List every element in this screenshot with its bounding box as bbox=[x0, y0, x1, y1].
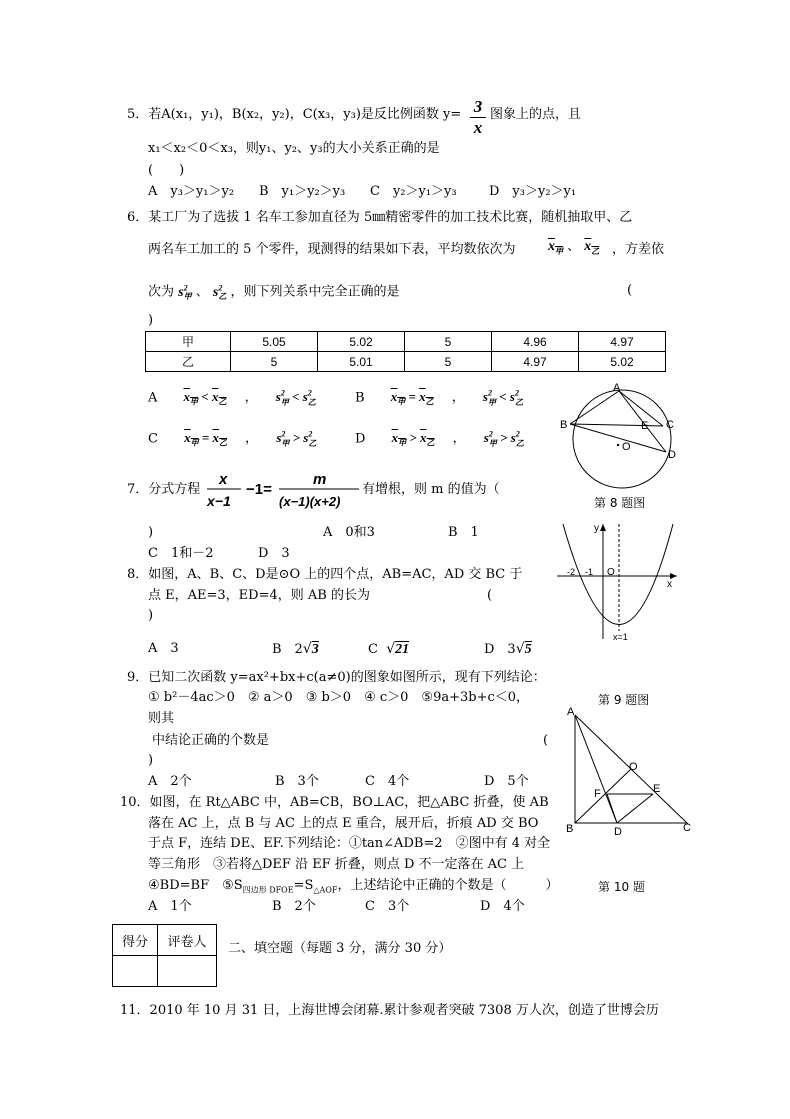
q10-line4: 等三角形 ③若将△DEF 沿 EF 折叠，则点 D 不一定落在 AC 上 bbox=[148, 857, 525, 872]
q8-rad-b: 3 bbox=[311, 642, 319, 657]
q9-line1: 9．已知二次函数 y=ax²+bx+c(a≠0)的图象如图所示，现有下列结论： bbox=[127, 670, 546, 685]
q5-fraction bbox=[470, 97, 486, 139]
q6-opt-d-label: D bbox=[355, 431, 366, 447]
q6-opt-b-label: B bbox=[355, 390, 365, 406]
q7-option-b: B 1 bbox=[448, 525, 479, 540]
q9-option-b: B 3个 bbox=[275, 774, 319, 789]
q7-label: 7．分式方程 bbox=[127, 482, 201, 497]
score-header: 得分 bbox=[113, 925, 158, 956]
fig10-label-e: E bbox=[653, 783, 661, 795]
fig9-label-y: y bbox=[594, 523, 599, 534]
fig9-label-m2: -2 bbox=[567, 567, 576, 577]
fig8-label-c: C bbox=[666, 419, 674, 431]
q10-option-a: A 1个 bbox=[148, 899, 192, 914]
svg-text:x: x bbox=[219, 471, 228, 488]
q6-option-a: A $x_甲 < x_乙$ ， $s^2_甲 < s^2_乙$ bbox=[148, 389, 316, 407]
table-cell: 5.02 bbox=[579, 352, 666, 372]
q6-comma: ， bbox=[245, 431, 259, 447]
q6-opt-a-label: A bbox=[148, 390, 158, 406]
q10-line5c: ，上述结论中正确的个数是（ ） bbox=[337, 878, 559, 893]
fig9-label-x: x bbox=[667, 579, 672, 590]
fig10-label-d: D bbox=[614, 826, 622, 838]
fig10-label-o: O bbox=[629, 761, 638, 773]
svg-text:m: m bbox=[313, 471, 327, 488]
q10-option-d: D 4个 bbox=[480, 899, 525, 914]
q6-opt-c-label: C bbox=[148, 431, 158, 447]
q6-line3: 次为 $s^2_甲$ 、 $s^2_乙$ ，则下列关系中完全正确的是 bbox=[148, 283, 400, 302]
figure-10 bbox=[562, 703, 697, 838]
table-cell: 4.97 bbox=[492, 352, 579, 372]
q6-option-b: B $x_甲 = x_乙$ ， $s^2_甲 < s^2_乙$ bbox=[355, 389, 523, 407]
q8-paren-close: ) bbox=[148, 608, 154, 623]
q6-line2-end: ，方差依 bbox=[612, 242, 665, 257]
table-row bbox=[113, 956, 217, 987]
q5-text: 5．若A(x₁，y₁)，B(x₂，y₂)，C(x₃，y₃)是反比例函数 y= bbox=[127, 107, 462, 122]
q6-comma: ， bbox=[451, 390, 465, 406]
fig10-label-a: A bbox=[567, 706, 575, 718]
q8-option-a: A 3 bbox=[148, 641, 179, 656]
svg-text:−1=: −1= bbox=[246, 481, 272, 498]
q10-line5b: =S bbox=[293, 878, 314, 893]
q5-line1-end: 图象上的点，且 bbox=[490, 107, 582, 122]
fig8-label-d: D bbox=[668, 449, 676, 461]
q5-option-d: D y₃＞y₂＞y₁ bbox=[489, 184, 577, 199]
score-cell[interactable] bbox=[113, 956, 158, 987]
q7-option-d: D 3 bbox=[258, 546, 290, 561]
q7-option-a: A 0和3 bbox=[323, 525, 375, 540]
table-cell: 5 bbox=[405, 352, 492, 372]
figure-8 bbox=[555, 382, 690, 492]
q9-option-d: D 5个 bbox=[484, 774, 529, 789]
q10-option-c: C 3个 bbox=[365, 899, 410, 914]
q11-line1: 11．2010 年 10 月 31 日，上海世博会闭幕.累计参观者突破 7308 万人次，创造了世博会历 bbox=[120, 1003, 659, 1018]
q10-line5 bbox=[148, 878, 558, 895]
q10-option-b: B 2个 bbox=[272, 899, 316, 914]
table-cell: 5 bbox=[405, 332, 492, 352]
fig8-label-e: E bbox=[641, 420, 649, 432]
fig8-caption: 第 8 题图 bbox=[594, 496, 646, 510]
q9-option-c: C 4个 bbox=[365, 774, 410, 789]
q6-sep: 、 bbox=[567, 239, 581, 254]
fig9-caption: 第 9 题图 bbox=[598, 693, 650, 707]
table-cell: 4.96 bbox=[492, 332, 579, 352]
q5-option-c: C y₂＞y₁＞y₃ bbox=[370, 184, 457, 199]
fig9-label-x1: x=1 bbox=[613, 632, 628, 642]
q5-option-a: A y₃＞y₁＞y₂ bbox=[148, 184, 235, 199]
q7-paren-close: ) bbox=[148, 525, 154, 540]
fig10-caption: 第 10 题 bbox=[598, 880, 645, 894]
q6-option-d: D $x_甲 > x_乙$ ， $s^2_甲 > s^2_乙$ bbox=[355, 430, 524, 448]
q6-mean-symbols: $x_甲$ 、 $x_乙$ bbox=[548, 239, 600, 256]
q8-paren-open: ( bbox=[487, 588, 493, 603]
q5-frac-num: 3 bbox=[473, 97, 483, 116]
q6-data-table bbox=[145, 331, 666, 372]
grader-cell[interactable] bbox=[158, 956, 217, 987]
q10-sub2: △AOF bbox=[313, 885, 338, 895]
q6-paren-close: ) bbox=[148, 313, 154, 328]
q10-line5a: ④BD=BF ⑤S bbox=[148, 878, 243, 893]
table-cell: 5.05 bbox=[231, 332, 318, 352]
section-2-heading: 二、填空题（每题 3 分，满分 30 分） bbox=[228, 941, 452, 956]
q8-option-d: D 3√5 bbox=[484, 641, 532, 657]
q6-comma: ， bbox=[452, 431, 466, 447]
fig8-label-o: O bbox=[622, 441, 631, 453]
fig9-parabola bbox=[563, 524, 673, 625]
q5-option-b: B y₁＞y₂＞y₃ bbox=[259, 184, 346, 199]
score-table bbox=[112, 924, 217, 987]
q6-sep2: 、 bbox=[195, 284, 209, 300]
q5-line2: x₁＜x₂＜0＜x₃，则y₁、y₂、y₃的大小关系正确的是 bbox=[148, 141, 440, 156]
q7-equation-svg bbox=[205, 469, 360, 511]
table-cell: 5.01 bbox=[318, 352, 405, 372]
q8-opt-c-label: C bbox=[368, 642, 378, 657]
q10-line1: 10．如图，在 Rt△ABC 中，AB=CB，BO⊥AC，把△ABC 折叠，使 AB bbox=[120, 795, 549, 810]
q7-after: 有增根，则 m 的值为（ bbox=[362, 482, 500, 497]
q9-line2: ① b²－4ac＞0 ② a＞0 ③ b＞0 ④ c＞0 ⑤9a+3b+c＜0， bbox=[148, 690, 530, 705]
q6-line1: 6．某工厂为了选拔 1 名车工参加直径为 5㎜精密零件的加工技术比赛，随机抽取甲、乙 bbox=[127, 210, 633, 225]
table-cell: 5 bbox=[231, 352, 318, 372]
q6-comma: ， bbox=[244, 390, 258, 406]
q10-line2: 落在 AC 上，点 B 与 AC 上的点 E 重合，展开后，折痕 AD 交 BO bbox=[148, 816, 539, 831]
q5-frac-den: x bbox=[473, 118, 483, 138]
figure-9 bbox=[557, 519, 682, 644]
fig10-label-c: C bbox=[683, 822, 691, 834]
q9-option-a: A 2个 bbox=[148, 774, 192, 789]
q8-rad-c: 21 bbox=[395, 642, 410, 657]
q6-line3-start: 次为 bbox=[148, 284, 175, 300]
svg-text:(x−1)(x+2): (x−1)(x+2) bbox=[279, 494, 341, 509]
q6-paren-open: ( bbox=[627, 283, 633, 298]
q10-sub1: 四边形 DFOE bbox=[242, 885, 294, 895]
grader-header: 评卷人 bbox=[158, 925, 217, 956]
q9-paren-open: ( bbox=[543, 733, 549, 748]
fig8-label-a: A bbox=[613, 382, 621, 394]
fig8-label-b: B bbox=[560, 419, 568, 431]
table-cell: 甲 bbox=[146, 332, 231, 352]
fig9-label-o: O bbox=[607, 567, 615, 578]
fig9-label-m1: -1 bbox=[585, 567, 594, 577]
q8-rad-d: 5 bbox=[524, 642, 532, 657]
table-row bbox=[113, 925, 217, 956]
q6-line3-end: ，则下列关系中完全正确的是 bbox=[230, 284, 400, 300]
q9-line4: 中结论正确的个数是 bbox=[152, 733, 270, 748]
q9-paren-close: ) bbox=[148, 753, 154, 768]
q5-paren: ( ) bbox=[148, 163, 185, 178]
q7-option-c: C 1和－2 bbox=[148, 546, 214, 561]
q8-line1: 8．如图，A、B、C、D是⊙O 上的四个点，AB=AC，AD 交 BC 于 bbox=[127, 567, 523, 582]
q10-line3: 于点 F，连结 DE、EF.下列结论：①tan∠ADB=2 ②图中有 4 对全 bbox=[148, 836, 551, 851]
svg-text:x−1: x−1 bbox=[207, 493, 231, 509]
q8-opt-d-label: D 3 bbox=[484, 642, 516, 657]
table-cell: 5.02 bbox=[318, 332, 405, 352]
q6-line2: 两名车工加工的 5 个零件，现测得的结果如下表，平均数依次为 bbox=[148, 242, 516, 257]
q7-equation bbox=[205, 469, 360, 516]
fig10-label-f: F bbox=[594, 788, 601, 800]
q5-line1 bbox=[127, 107, 461, 123]
table-row bbox=[146, 352, 666, 372]
table-cell: 乙 bbox=[146, 352, 231, 372]
table-row bbox=[146, 332, 666, 352]
q8-option-c: C √21 bbox=[368, 641, 410, 657]
q8-opt-b-label: B 2 bbox=[272, 642, 303, 657]
q8-option-b: B 2√3 bbox=[272, 641, 319, 657]
table-cell: 4.97 bbox=[579, 332, 666, 352]
q9-line3: 则其 bbox=[148, 711, 175, 726]
fig10-label-b: B bbox=[566, 823, 574, 835]
q6-option-c: C $x_甲 = x_乙$ ， $s^2_甲 > s^2_乙$ bbox=[148, 430, 317, 448]
q8-line2: 点 E，AE=3，ED=4，则 AB 的长为 bbox=[148, 588, 370, 603]
